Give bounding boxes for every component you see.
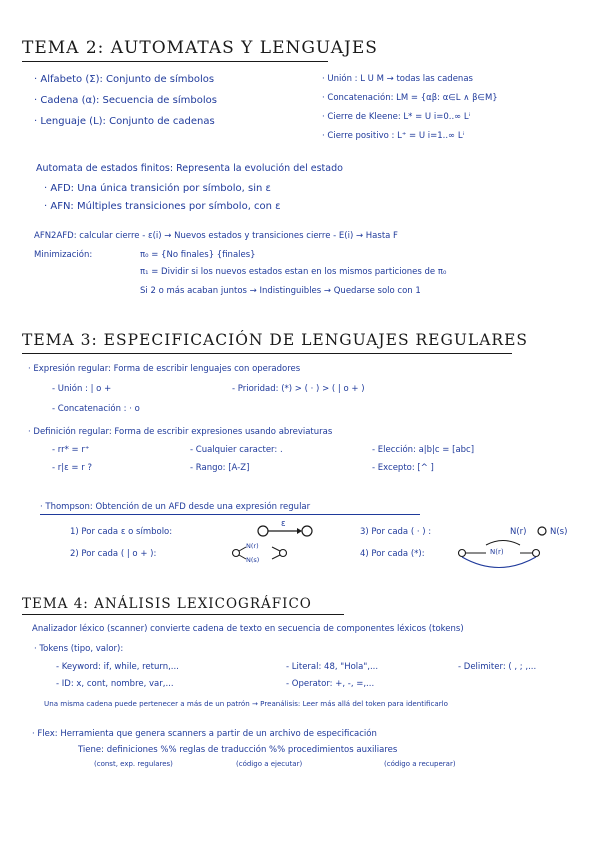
tema3-d1: - rr* = r⁺ <box>52 445 90 455</box>
tema3-expresion: · Expresión regular: Forma de escribir lenguajes con operadores <box>28 364 301 374</box>
tema4-delimiter: - Delimiter: ( , ; ,... <box>458 662 537 672</box>
tema3-t3: 3) Por cada ( · ) : <box>360 527 432 537</box>
tema2-min-label: Minimización: <box>34 250 93 260</box>
tema3-d5: - Rango: [A-Z] <box>190 463 250 473</box>
tema3-concat: - Concatenación : · o <box>52 404 140 414</box>
tema2-lenguaje: · Lenguaje (L): Conjunto de cadenas <box>34 116 215 127</box>
tema2-title: TEMA 2: AUTOMATAS Y LENGUAJES <box>22 38 378 58</box>
tema2-alfabeto: · Alfabeto (Σ): Conjunto de símbolos <box>34 74 215 85</box>
thompson-underline <box>40 514 420 515</box>
tema2-min-2: π₁ = Dividir si los nuevos estados estan en los mismos particiones de π₀ <box>140 267 447 277</box>
tema2-automata: Automata de estados finitos: Representa la evolución del estado <box>36 163 343 174</box>
tema4-analizador: Analizador léxico (scanner) convierte cadena de texto en secuencia de componentes léxicos (tokens) <box>32 624 464 634</box>
tema2-afn2afd: AFN2AFD: calcular cierre - ε(i) → Nuevos estados y transiciones cierre - E(i) → Hasta F <box>34 231 398 241</box>
tema2-min-1: π₀ = {No finales} {finales} <box>140 250 256 260</box>
tema2-min-3: Si 2 o más acaban juntos → Indistinguibles → Quedarse solo con 1 <box>140 286 421 296</box>
tema4-misma: Una misma cadena puede pertenecer a más de un patrón → Preanálisis: Leer más allá del token para identificarlo <box>44 699 448 708</box>
tema4-tiene: Tiene: definiciones %% reglas de traducción %% procedimientos auxiliares <box>78 745 398 755</box>
tema3-t2: 2) Por cada ( | o + ): <box>70 549 157 559</box>
tema3-underline <box>22 353 512 354</box>
tema3-d3: - Elección: a|b|c = [abc] <box>372 445 475 455</box>
tema2-kleene: · Cierre de Kleene: L* = U i=0..∞ Lⁱ <box>322 112 471 122</box>
tema3-thompson: · Thompson: Obtención de un AFD desde una expresión regular <box>40 502 311 512</box>
thompson-eps-1: ε <box>281 519 286 529</box>
tema2-afn: · AFN: Múltiples transiciones por símbolo, con ε <box>44 201 281 212</box>
tema3-prioridad: - Prioridad: (*) > ( · ) > ( | o + ) <box>232 384 365 394</box>
tema3-union: - Unión : | o + <box>52 384 112 394</box>
tema3-title: TEMA 3: ESPECIFICACIÓN DE LENGUAJES REGULARES <box>22 331 529 349</box>
tema3-definicion: · Definición regular: Forma de escribir expresiones usando abreviaturas <box>28 427 333 437</box>
tema4-keyword: - Keyword: if, while, return,... <box>56 662 179 672</box>
thompson-nr-3: N(r) <box>510 527 527 537</box>
tema3-d4: - r|ε = r ? <box>52 463 92 473</box>
tema4-p2: (código a ejecutar) <box>236 760 303 768</box>
tema4-id: - ID: x, cont, nombre, var,... <box>56 679 174 689</box>
thompson-ns-2: N(s) <box>246 556 260 564</box>
tema3-d6: - Excepto: [^ ] <box>372 463 434 473</box>
tema4-operator: - Operator: +, -, =,... <box>286 679 375 689</box>
tema2-positivo: · Cierre positivo : L⁺ = U i=1..∞ Lⁱ <box>322 131 465 141</box>
tema4-title: TEMA 4: ANÁLISIS LEXICOGRÁFICO <box>22 596 312 612</box>
tema2-cadena: · Cadena (α): Secuencia de símbolos <box>34 95 217 106</box>
thompson-ns-3: N(s) <box>550 527 568 537</box>
tema4-underline <box>22 614 344 615</box>
tema4-p1: (const, exp. regulares) <box>94 760 173 768</box>
tema2-union: · Unión : L U M → todas las cadenas <box>322 74 473 84</box>
tema2-concat: · Concatenación: LM = {αβ: α∈L ∧ β∈M} <box>322 93 498 103</box>
tema2-underline <box>22 61 328 62</box>
tema2-afd: · AFD: Una única transición por símbolo, sin ε <box>44 183 271 194</box>
tema4-tokens: · Tokens (tipo, valor): <box>34 644 124 654</box>
tema3-d2: - Cualquier caracter: . <box>190 445 283 455</box>
tema4-flex: · Flex: Herramienta que genera scanners a partir de un archivo de especificación <box>32 729 377 739</box>
tema4-p3: (código a recuperar) <box>384 760 456 768</box>
tema3-t1: 1) Por cada ε o símbolo: <box>70 527 173 537</box>
thompson-nr-2: N(r) <box>246 542 259 550</box>
thompson-diagram-4 <box>0 0 1 1</box>
thompson-nr-4: N(r) <box>490 548 504 556</box>
tema4-literal: - Literal: 48, "Hola",... <box>286 662 379 672</box>
tema3-t4: 4) Por cada (*): <box>360 549 425 559</box>
